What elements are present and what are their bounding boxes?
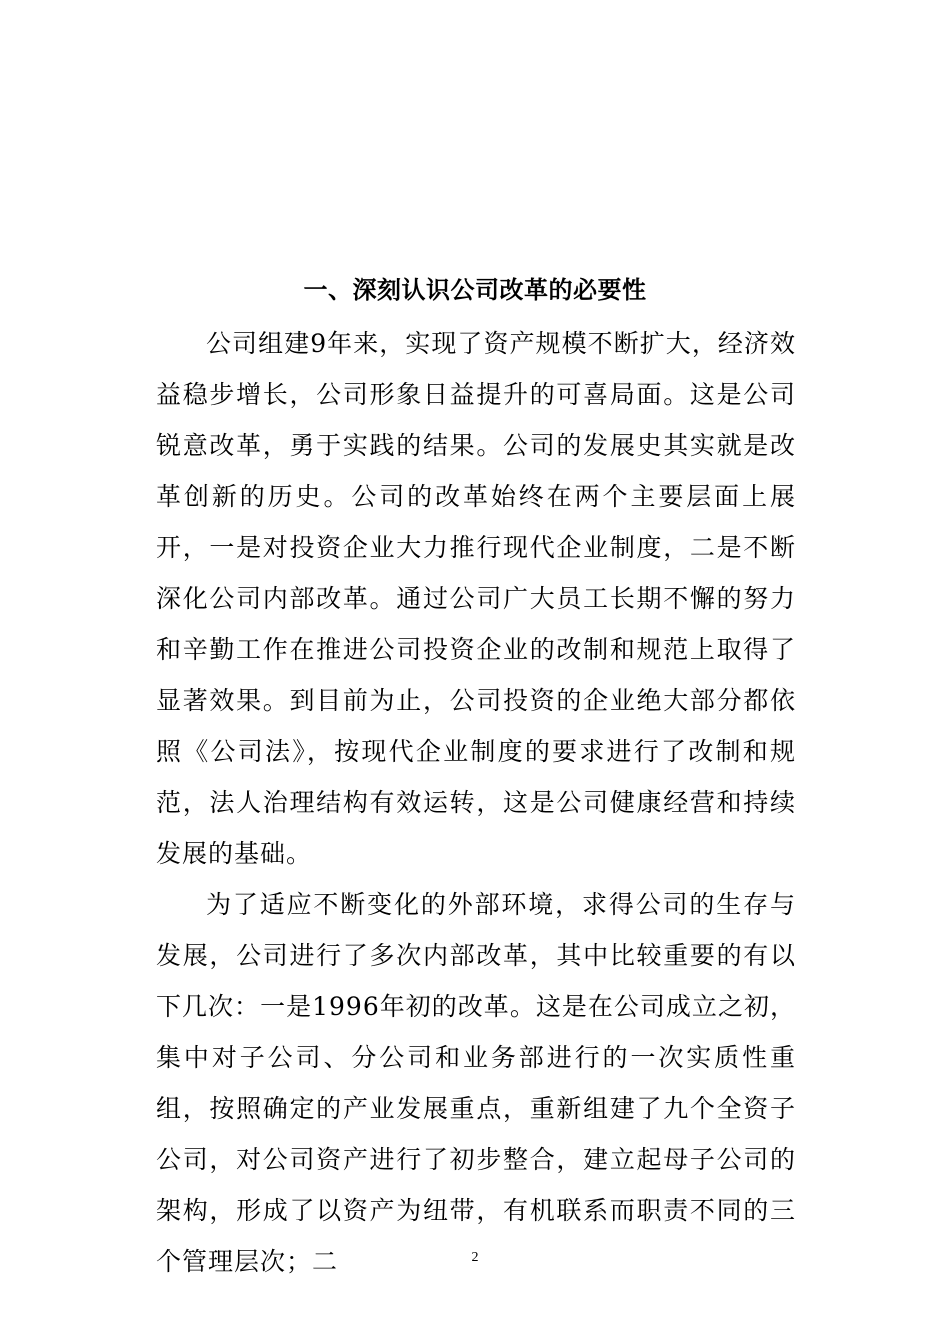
paragraph: 为了适应不断变化的外部环境，求得公司的生存与发展，公司进行了多次内部改革，其中比较重要的有以下几次：一是1996年初的改革。这是在公司成立之初，集中对子公司、分公司和业务部进行的一次实质性重组，按照确定的产业发展重点，重新组建了九个全资子公司，对公司资产进行了初步整合，建立起母子公司的架构，形成了以资产为纽带，有机联系而职责不同的三个管理层次；二 [156,890,796,1276]
paragraph: 公司组建9年来，实现了资产规模不断扩大，经济效益稳步增长，公司形象日益提升的可喜局面。这是公司锐意改革，勇于实践的结果。公司的发展史其实就是改革创新的历史。公司的改革始终在两个主要层面上展开，一是对投资企业大力推行现代企业制度，二是不断深化公司内部改革。通过公司广大员工长期不懈的努力和辛勤工作在推进公司投资企业的改制和规范上取得了显著效果。到目前为止，公司投资的企业绝大部分都依照《公司法》，按现代企业制度的要求进行了改制和规范，法人治理结构有效运转，这是公司健康经营和持续发展的基础。 [156,329,796,868]
body-text [156,318,796,1287]
page-number: 2 [471,1250,479,1265]
section-heading: 一、深刻认识公司改革的必要性 [303,276,647,304]
